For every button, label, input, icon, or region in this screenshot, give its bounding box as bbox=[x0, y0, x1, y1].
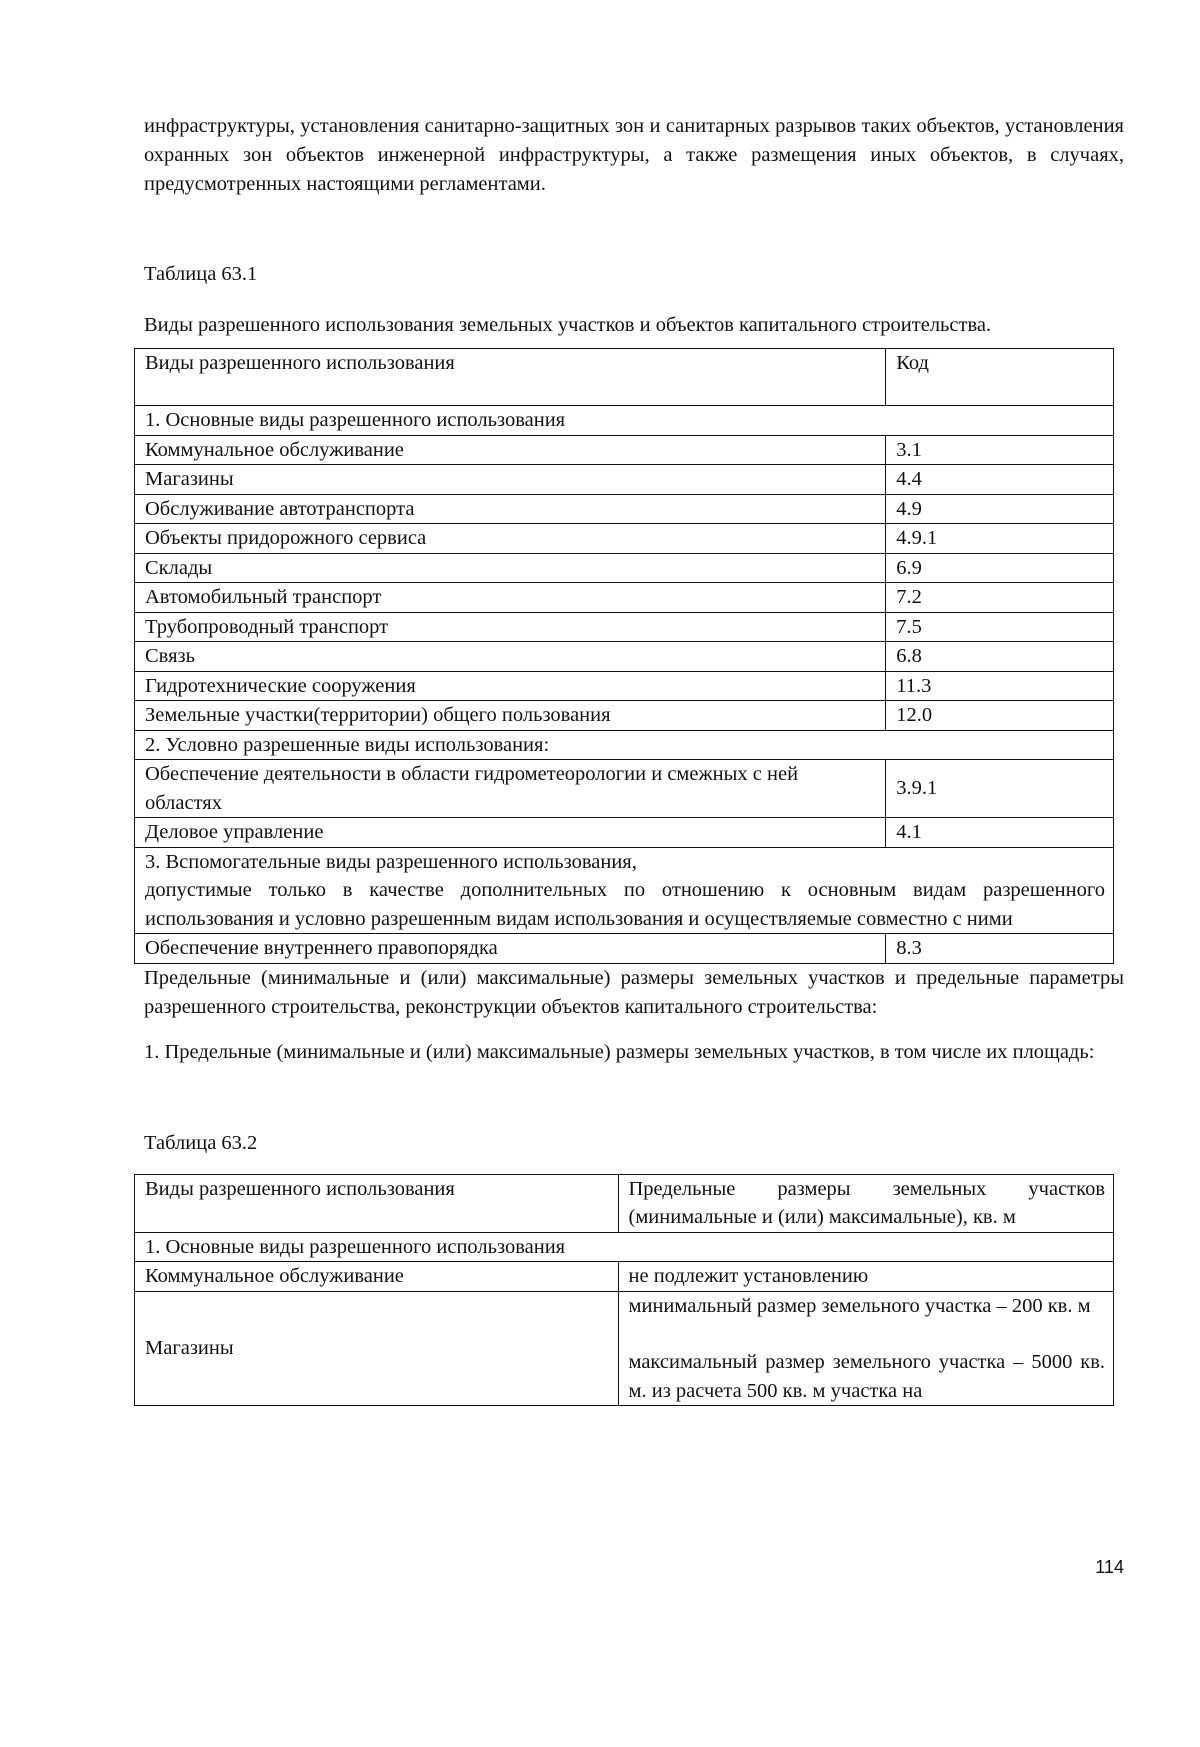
size-min: минимальный размер земельного участка – 200 кв. м bbox=[628, 1294, 1091, 1317]
table2-section1-title: 1. Основные виды разрешенного использования bbox=[135, 1232, 1114, 1262]
use-code: 4.1 bbox=[886, 818, 1114, 848]
table2-header-row bbox=[135, 1174, 1114, 1232]
use-name: Обеспечение внутреннего правопорядка bbox=[135, 934, 886, 964]
table1-section1-row bbox=[135, 406, 1114, 436]
use-code: 3.1 bbox=[886, 435, 1114, 465]
use-name: Склады bbox=[135, 553, 886, 583]
table-row bbox=[135, 612, 1114, 642]
table1-header-code: Код bbox=[886, 349, 1114, 406]
spacer bbox=[629, 1320, 1106, 1348]
table1-section3-text: допустимые только в качестве дополнительных по отношению к основным видам разрешенного использования и условно разрешенным видам использования и осуществляемые совместно с ними bbox=[145, 879, 1105, 930]
table1-section2-title: 2. Условно разрешенные виды использования: bbox=[135, 730, 1114, 760]
table-row bbox=[135, 642, 1114, 672]
table-row bbox=[135, 435, 1114, 465]
limits-paragraph: Предельные (минимальные и (или) максимальные) размеры земельных участков и предельные параметры разрешенного строительства, реконструкции объектов капитального строительства: bbox=[144, 966, 1124, 1018]
table1-caption: Таблица 63.1 bbox=[144, 263, 258, 285]
use-name: Деловое управление bbox=[135, 818, 886, 848]
use-name: Автомобильный транспорт bbox=[135, 583, 886, 613]
use-code: 7.5 bbox=[886, 612, 1114, 642]
table1-header-name: Виды разрешенного использования bbox=[135, 349, 886, 406]
use-name: Объекты придорожного сервиса bbox=[135, 524, 886, 554]
use-code: 8.3 bbox=[886, 934, 1114, 964]
table-row bbox=[135, 671, 1114, 701]
use-name: Коммунальное обслуживание bbox=[135, 435, 886, 465]
size-max: максимальный размер земельного участка – 5000 кв. м. из расчета 500 кв. м участка на bbox=[628, 1351, 1105, 1402]
use-name: Обеспечение деятельности в области гидрометеорологии и смежных с ней областях bbox=[135, 760, 886, 818]
table-row bbox=[135, 818, 1114, 848]
table1-section3-row bbox=[135, 847, 1114, 934]
use-name: Коммунальное обслуживание bbox=[135, 1262, 619, 1292]
table-row bbox=[135, 1291, 1114, 1406]
table2-section1-row bbox=[135, 1232, 1114, 1262]
table-row bbox=[135, 494, 1114, 524]
use-code: 4.9 bbox=[886, 494, 1114, 524]
table1-section1-title: 1. Основные виды разрешенного использования bbox=[135, 406, 1114, 436]
table-row bbox=[135, 1262, 1114, 1292]
use-name: Земельные участки(территории) общего пользования bbox=[135, 701, 886, 731]
use-code: 4.4 bbox=[886, 465, 1114, 495]
use-code: 12.0 bbox=[886, 701, 1114, 731]
intro-paragraph: инфраструктуры, установления санитарно-защитных зон и санитарных разрывов таких объектов, установления охранных зон объектов инженерной инфраструктуры, а также размещения иных объектов, в случаях, предусмотренных настоящими регламентами. bbox=[144, 115, 1124, 195]
table-63-2 bbox=[134, 1174, 1114, 1407]
table-63-1 bbox=[134, 348, 1114, 964]
use-code: 3.9.1 bbox=[886, 760, 1114, 818]
page-number: 114 bbox=[1095, 1557, 1124, 1577]
table-row bbox=[135, 553, 1114, 583]
use-code: 6.9 bbox=[886, 553, 1114, 583]
table1-section2-row bbox=[135, 730, 1114, 760]
table1-section3-cell bbox=[135, 847, 1114, 934]
table1-description: Виды разрешенного использования земельных участков и объектов капитального строительства. bbox=[144, 314, 992, 336]
table1-header-row bbox=[135, 349, 1114, 406]
list-item-1: 1. Предельные (минимальные и (или) максимальные) размеры земельных участков, в том числе их площадь: bbox=[144, 1040, 1095, 1063]
table2-caption: Таблица 63.2 bbox=[144, 1131, 258, 1154]
use-name: Магазины bbox=[135, 465, 886, 495]
table2-header-name: Виды разрешенного использования bbox=[135, 1174, 619, 1232]
table-row bbox=[135, 524, 1114, 554]
document-page bbox=[144, 112, 1124, 1406]
table-row bbox=[135, 760, 1114, 818]
use-name: Трубопроводный транспорт bbox=[135, 612, 886, 642]
table-row bbox=[135, 583, 1114, 613]
table-row bbox=[135, 465, 1114, 495]
size-value: не подлежит установлению bbox=[618, 1262, 1114, 1292]
use-name: Магазины bbox=[135, 1291, 619, 1406]
use-code: 6.8 bbox=[886, 642, 1114, 672]
use-code: 4.9.1 bbox=[886, 524, 1114, 554]
use-name: Гидротехнические сооружения bbox=[135, 671, 886, 701]
use-name: Обслуживание автотранспорта bbox=[135, 494, 886, 524]
table-row bbox=[135, 934, 1114, 964]
use-code: 7.2 bbox=[886, 583, 1114, 613]
size-value-cell bbox=[618, 1291, 1114, 1406]
table2-header-sizes: Предельные размеры земельных участков (минимальные и (или) максимальные), кв. м bbox=[618, 1174, 1114, 1232]
use-name: Связь bbox=[135, 642, 886, 672]
table1-section3-title: 3. Вспомогательные виды разрешенного использования, bbox=[145, 850, 637, 873]
table-row bbox=[135, 701, 1114, 731]
use-code: 11.3 bbox=[886, 671, 1114, 701]
